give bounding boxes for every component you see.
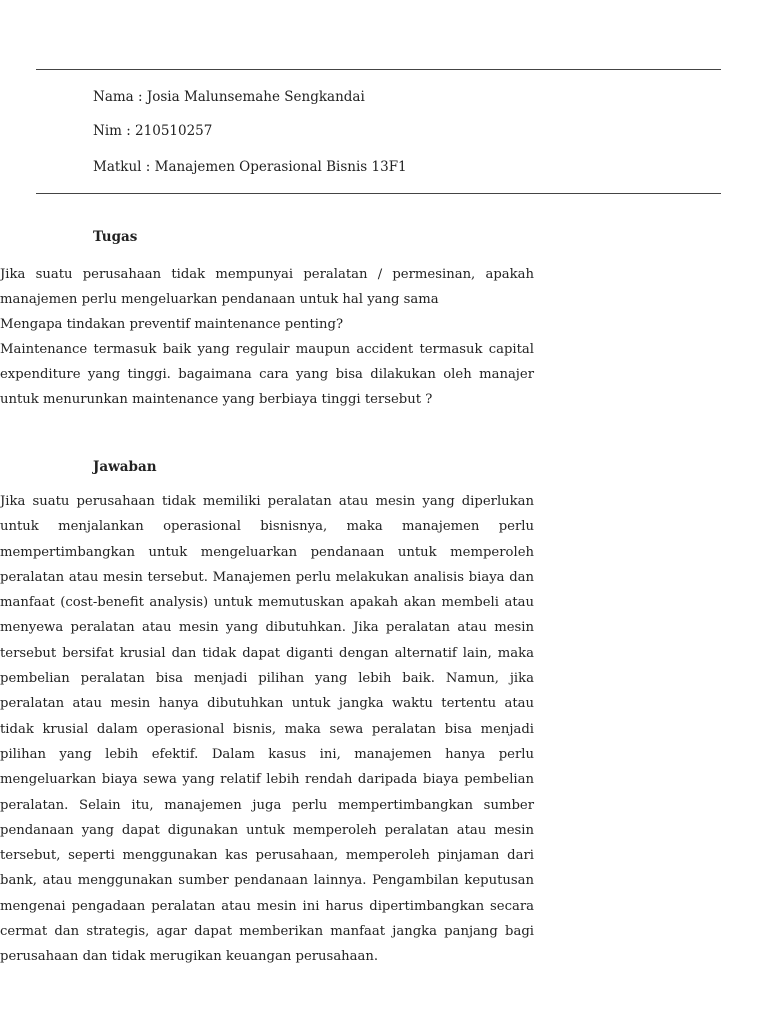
jawaban-answer-list bbox=[0, 489, 534, 970]
list-item bbox=[0, 337, 534, 412]
list-item bbox=[0, 489, 534, 970]
top-divider bbox=[36, 69, 721, 70]
jawaban-heading: Jawaban bbox=[93, 459, 157, 475]
course-name: Matkul : Manajemen Operasional Bisnis 13F1 bbox=[93, 159, 407, 175]
student-name: Nama : Josia Malunsemahe Sengkandai bbox=[93, 89, 365, 105]
answer-text: Jika suatu perusahaan tidak memiliki peralatan atau mesin yang diperlukan untuk menjalankan operasional bisnisnya, maka manajemen perlu mempertimbangkan untuk mengeluarkan pendanaan untuk memperoleh peralatan atau mesin tersebut. Manajemen perlu melakukan analisis biaya dan manfaat (cost-benefit analysis) untuk memutuskan apakah akan membeli atau menyewa peralatan atau mesin yang dibutuhkan. Jika peralatan atau mesin tersebut bersifat krusial dan tidak dapat diganti dengan alternatif lain, maka pembelian peralatan bisa menjadi pilihan yang lebih baik. Namun, jika peralatan atau mesin hanya dibutuhkan untuk jangka waktu tertentu atau tidak krusial dalam operasional bisnis, maka sewa peralatan bisa menjadi pilihan yang lebih efektif. Dalam kasus ini, manajemen hanya perlu mengeluarkan biaya sewa yang relatif lebih rendah daripada biaya pembelian peralatan. Selain itu, manajemen juga perlu mempertimbangkan sumber pendanaan yang dapat digunakan untuk memperoleh peralatan atau mesin tersebut, seperti menggunakan kas perusahaan, memperoleh pinjaman dari bank, atau menggunakan sumber pendanaan lainnya. Pengambilan keputusan mengenai pengadaan peralatan atau mesin ini harus dipertimbangkan secara cermat dan strategis, agar dapat memberikan manfaat jangka panjang bagi perusahaan dan tidak merugikan keuangan perusahaan. bbox=[0, 494, 534, 965]
question-text: Mengapa tindakan preventif maintenance penting? bbox=[0, 317, 344, 332]
tugas-question-list bbox=[0, 262, 534, 412]
question-text: Jika suatu perusahaan tidak mempunyai peralatan / permesinan, apakah manajemen perlu mengeluarkan pendanaan untuk hal yang sama bbox=[0, 267, 534, 307]
list-item bbox=[0, 312, 534, 337]
header-divider bbox=[36, 193, 721, 194]
student-nim: Nim : 210510257 bbox=[93, 123, 213, 139]
question-text: Maintenance termasuk baik yang regulair maupun accident termasuk capital expenditure yang tinggi. bagaimana cara yang bisa dilakukan oleh manajer untuk menurunkan maintenance yang berbiaya tinggi tersebut ? bbox=[0, 342, 534, 407]
tugas-heading: Tugas bbox=[93, 229, 138, 245]
list-item bbox=[0, 262, 534, 312]
